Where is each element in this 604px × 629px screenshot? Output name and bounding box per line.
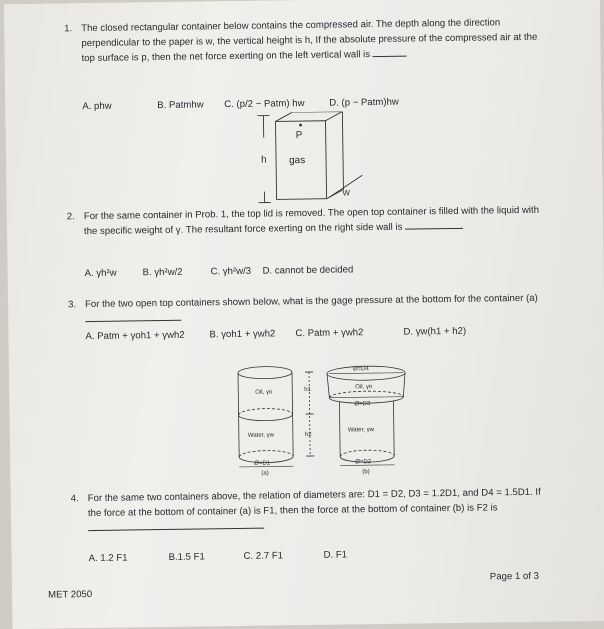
- option-c: C. γh²w/3: [210, 265, 252, 278]
- option-d: D. F1: [323, 549, 348, 561]
- q3-options: [85, 323, 545, 347]
- q2-options: [85, 260, 545, 284]
- answer-blank: [88, 519, 264, 531]
- option-a: A. 1.2 F1: [88, 552, 128, 565]
- question-2: [67, 203, 545, 240]
- option-d: D. cannot be decided: [262, 264, 354, 277]
- water-a-label: Water, γw: [247, 432, 275, 439]
- option-c: C. 2.7 F1: [243, 550, 284, 562]
- question-number: 1.: [64, 23, 73, 35]
- water-b-label: Water, γw: [347, 427, 374, 434]
- d2-label: Ø=D2: [355, 459, 372, 466]
- h1-label: h1: [304, 386, 311, 394]
- q4-options: [88, 545, 548, 569]
- caption-b: (b): [362, 469, 370, 476]
- height-label: h: [260, 154, 267, 166]
- oil-a-label: Oil, γo: [255, 389, 273, 396]
- caption-a: (a): [261, 470, 269, 477]
- question-text: The closed rectangular container below contains the compressed air. The depth along the direction perpendicular to the paper is w, the vertical height is h, If the absolute pressure of the compressed air at the top surface is p, then the net force exerting on the left vertical wall is: [81, 17, 538, 65]
- pressure-label: P: [295, 130, 303, 142]
- question-text: For the same two containers above, the relation of diameters are: D1 = D2, D3 = 1.2D1, and D4 = 1.5D1. If the force at the bottom of container (a) is F1, then the force at the bottom of container (b) is F2 is: [87, 486, 541, 520]
- option-b: B. γoh1 + γwh2: [209, 328, 276, 341]
- gas-label: gas: [288, 155, 306, 167]
- option-d: D. (p − Patm)hw: [329, 96, 399, 109]
- option-d: D. γw(h1 + h2): [403, 325, 467, 338]
- option-b: B. γh²w/2: [142, 266, 183, 279]
- question-number: 3.: [67, 299, 77, 311]
- option-c: C. Patm + γwh2: [295, 327, 364, 340]
- option-a: A. Patm + γoh1 + γwh2: [85, 329, 185, 343]
- container-figure: [243, 111, 394, 211]
- h2-label: h2: [304, 431, 312, 439]
- answer-blank: [85, 311, 181, 322]
- depth-label: W: [342, 188, 351, 198]
- answer-blank: [373, 47, 407, 57]
- page-number: Page 1 of 3: [489, 570, 540, 583]
- two-containers-figure: [233, 358, 425, 477]
- option-a: A. γh²w: [84, 267, 117, 280]
- question-text: For the two open top containers shown below, what is the gage pressure at the bottom for the container (a): [84, 292, 538, 311]
- answer-blank: [405, 219, 463, 230]
- question-number: 4.: [70, 493, 79, 505]
- exam-page: [4, 0, 604, 629]
- oil-b-label: Oil, γo: [355, 384, 373, 391]
- question-text: For the same container in Prob. 1, the top lid is removed. The open top container is filled with the liquid with the specific weight of γ. The resultant force exerting on the right side wall is: [83, 204, 540, 238]
- option-a: A. phw: [82, 100, 112, 113]
- course-code: MET 2050: [48, 589, 93, 601]
- option-c: C. (p/2 − Patm) hw: [224, 98, 305, 111]
- question-number: 2.: [66, 211, 75, 223]
- d3-label: Ø=D3: [354, 401, 371, 408]
- d4-label: Ø=D4: [352, 366, 369, 373]
- question-4: [71, 485, 550, 537]
- option-b: B. Patmhw: [157, 99, 204, 112]
- question-1: [64, 15, 543, 67]
- option-b: B.1.5 F1: [168, 551, 205, 563]
- d1-label: Ø=D1: [254, 460, 271, 467]
- question-3: [68, 291, 546, 328]
